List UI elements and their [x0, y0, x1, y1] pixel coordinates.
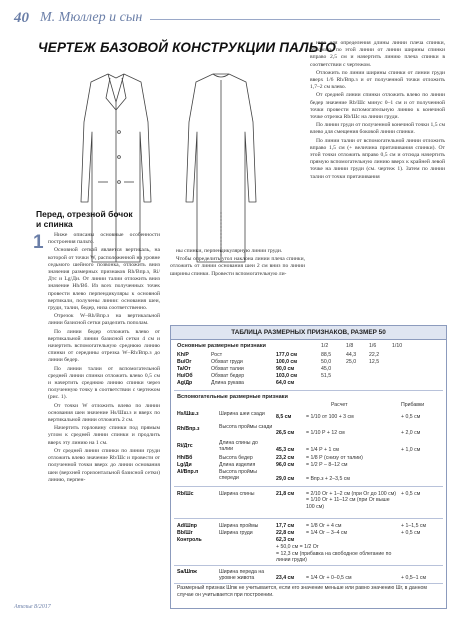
table-divider — [174, 518, 443, 519]
table-divider — [174, 583, 443, 584]
page-title: ЧЕРТЕЖ БАЗОВОЙ КОНСТРУКЦИИ ПАЛЬТО — [38, 40, 337, 55]
aux-measurements-heading: Вспомогательные размерные признаки — [177, 394, 288, 400]
step-number: 1 — [33, 232, 44, 253]
table-divider — [174, 565, 443, 566]
control-row: + 50,0 см = 1/2 Ог — [276, 544, 319, 550]
brand-name: М. Мюллер и сын — [40, 10, 143, 25]
page-footer: Ателье 8/2017 — [14, 604, 51, 610]
text-column-1: Ниже описаны основные особенности построения пальто. Основной сеткой является вертикаль, на которой от точки W, расположенной на уровне седьмого шейного позвонка, отложить вниз значения размерных признаков Rh/Впр.з, Ri/Дтс и Lg/Ди. От линии талии отложить вниз значение Hh/Вб. Из всех полученных точек провести влево перпендикуляры к основной вертикали, получены линии: основания шеи, груди, талии, бедер, низа соответственно. Отрезок W–Rh/Впр.з на вертикальной линии базисной сетки разделить пополам. По линии бедер отложить влево от вертикальной линии базисной сетки 4 см и начертить вспомогательную среднюю линию спинки от середины отрезка W–Rh/Впр.з до линии бедер. По линии талии от вспомогательной средней линии спинки отложить влево 0,5 см и начертить среднюю линию спинки через полученную точку в соответствии с чертежом (рис. 1). От точки W отложить влево по линии основания шеи значение Hs/Шш.з и вверх по вертикальной линии отложить 2 см. Начертить горловину спинки под прямым углом к средней линии спинки и продлить вверх эту линию на 1 см. От средней линии спинки по линии груди отложить влево значение Rb/Шс и провести от полученной точки вверх до линии основания шеи (верхней горизонтальной базисной сетки) линию, перпен- — [48, 232, 160, 483]
text-column-2: ны спинки, перпендикулярную линии груди. Чтобы определить угол наклона линии плеча спинки, отложить от линии основания шеи 2 см вниз по линии ширины спинки. Провести вспомогательную ли- — [170, 248, 305, 277]
header-rule — [150, 19, 440, 20]
page-number: 40 — [14, 10, 29, 26]
coat-back-drawing — [186, 74, 256, 262]
table-title: ТАБЛИЦА РАЗМЕРНЫХ ПРИЗНАКОВ, РАЗМЕР 50 — [171, 326, 446, 340]
size-table: ТАБЛИЦА РАЗМЕРНЫХ ПРИЗНАКОВ, РАЗМЕР 50 Основные размерные признаки 1/2 1/8 1/6 1/10 Kh/Р Рост 177,0 см 88,5 44,3 22,2 Bu/Ог Обхват груди 100,0 см 50,0 25,0 12,5 Ta/От Обхват талии 90,0 см 45,0 Hu/Об Обхват бедер 103,0 см 51,5 Ag/Др Длина рукава 64,0 см Вспомогательные размерные признаки Расчет Прибавки Hs/Шш.з Ширина шеи сзади 8,5 см = 1/10 от 100 + 3 см + 0,5 см Rh/Впр.з Высота проймы сзади 26,5 см = 1/10 Р + 12 см + 2,0 см Ri/Дтс Длина спины до талии 45,3 см = 1/4 Р + 1 см + 1,0 см Hh/Вб Высота бедер 23,2 см = 1/8 Р (снизу от талии) Lg/Ди Длина изделия 96,0 см = 1/2 Р – 8–12 см Al/Впр.п Высота проймы спереди 29,0 см = Впр.з + 2–3,5 см Rb/Шс Ширина спины 21,8 см = 2/10 Ог + 1–2 см (при Ог до 100 см) = 1/10 Ог + 11–12 см (при Ог выше 100 см) + 0,5 см Ad/Шпр Ширина проймы 17,7 см = 1/8 Ог + 4 см + 1–1,5 см Bb/Шг Ширина груди 22,8 см = 1/4 Ог – 3–4 см + 0,5 см Контроль 62,3 см + 50,0 см = 1/2 Ог = 12,3 см (прибавка на свободное облегание по линии груди) Sa/Шпж Ширина переда на уровне живота 23,4 см = 1/4 Ог + 0–0,5 см + 0,5–1 см Размерный признак Шпж не учитывается, если его значение меньше или равно значению Шг, в данном случае он учитывается при построении. — [170, 325, 447, 609]
page-header — [0, 0, 460, 36]
control-row: = 12,3 см (прибавка на свободное облегание по линии груди) — [276, 551, 392, 564]
table-divider — [174, 486, 443, 487]
text-column-3: нию для определения длины линии плеча спинки, отложить по этой линии от линии ширины спинки вправо 2,5 см и начертить линию плеча спинки в соответствии с чертежом. Отложить по линии ширины спинки от линии груди вверх 1/6 Rh/Впр.з и от полученной точки отложить 1,7–2 см влево. От средней линии спинки отложить влево по линии бедер значение Rb/Шс минус 0–1 см и от полученной точки провести вспомогательную линию к конечной точке отрезка Rb/Шс на линии груди. По линии груди от полученной конечной точки 1,5 см влево для смещения боковой линии спинки. По линии талии от вспомогательной линии отложить вправо 1,5 см (+ величина притачивания спинки). От этой точки отложить вправо 0,5 см и отсюда начертить прямую вспомогательную линию вверх к крайней левой точке на линии груди (см. чертеж 1). Затем по линии талии от точки притачивания — [310, 40, 445, 180]
section-heading: Перед, отрезной бочок и спинка — [36, 209, 133, 229]
table-divider — [174, 390, 443, 391]
table-note: Размерный признак Шпж не учитывается, если его значение меньше или равно значению Шг, в данном случае он учитывается при построении. — [177, 585, 427, 598]
main-measurements-heading: Основные размерные признаки — [177, 343, 266, 349]
